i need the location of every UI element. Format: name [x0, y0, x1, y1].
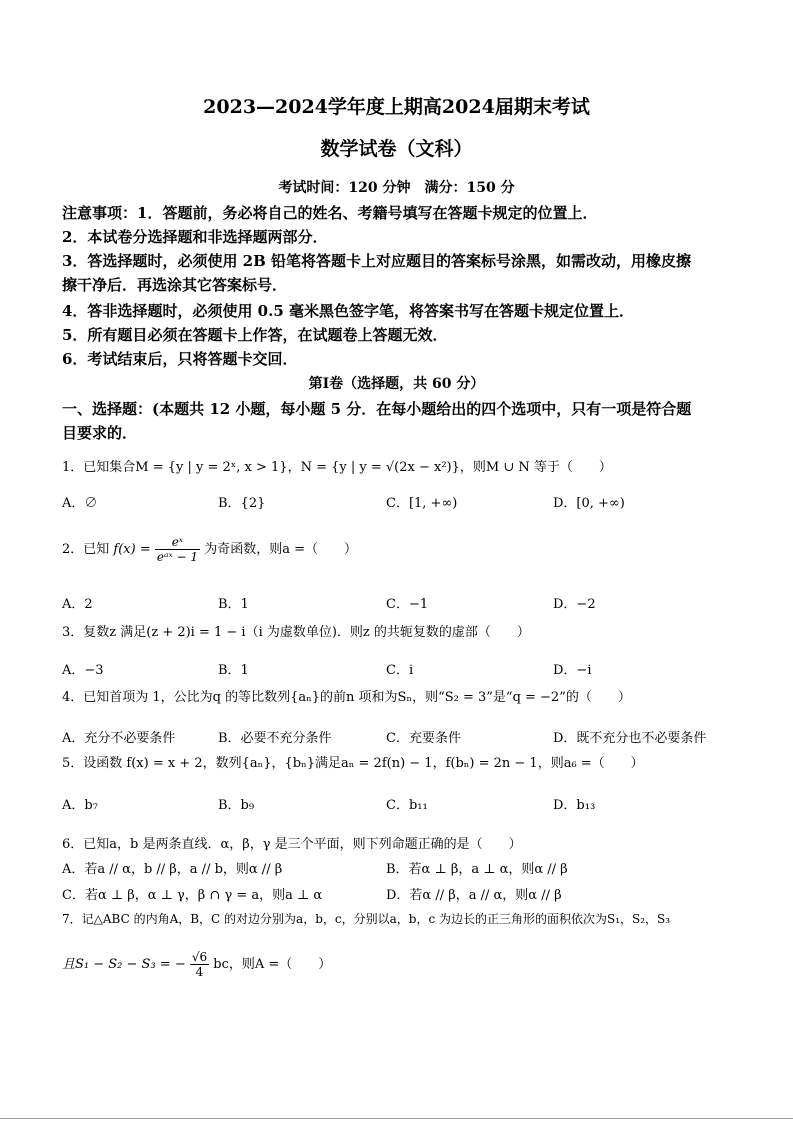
note-line: 注意事项：1．答题前，务必将自己的姓名、考籍号填写在答题卡规定的位置上． — [62, 204, 598, 222]
question-4-option-a: A．充分不必要条件 — [62, 731, 176, 746]
question-5-option-a: A．b₇ — [62, 798, 98, 813]
question-4-option-b: B．必要不充分条件 — [218, 731, 332, 746]
section-title: 第Ⅰ卷（选择题，共 60 分） — [308, 376, 485, 392]
question-5-option-c: C．b₁₁ — [386, 798, 428, 813]
section-instruction: 目要求的． — [62, 424, 138, 442]
question-3-stem: 3．复数z 满足(z + 2)i = 1 − i（i 为虚数单位)．则z 的共轭复数的虚部（ ） — [62, 625, 530, 640]
section-instruction: 一、选择题：(本题共 12 小题，每小题 5 分．在每小题给出的四个选项中，只有一项是符合题 — [62, 400, 692, 418]
note-line: 5．所有题目必须在答题卡上作答，在试题卷上答题无效． — [62, 326, 448, 344]
question-1-option-d: D．[0, +∞) — [553, 496, 625, 511]
question-7-equation: 且S₁ − S₂ − S₃ = − — [62, 957, 186, 972]
question-2-option-a: A．2 — [62, 597, 93, 612]
question-1-stem: 1．已知集合M = {y | y = 2ˣ, x > 1}，N = {y | y = √(2x − x²)}，则M ∪ N 等于（ ） — [62, 460, 612, 475]
question-5-option-b: B．b₉ — [218, 798, 255, 813]
question-7-fraction — [190, 950, 209, 979]
question-4-option-d: D．既不充分也不必要条件 — [553, 731, 707, 746]
question-2-fraction — [155, 535, 200, 564]
question-2-numerator: eˣ — [155, 535, 200, 550]
exam-info: 考试时间：120 分钟 满分：150 分 — [278, 180, 515, 196]
question-7-suffix: bc，则A =（ ） — [213, 957, 332, 972]
question-7-stem-line2 — [62, 950, 331, 979]
question-7-denominator: 4 — [195, 965, 204, 979]
note-line: 擦干净后．再选涂其它答案标号． — [62, 276, 288, 294]
exam-subtitle: 数学试卷（文科） — [320, 138, 473, 160]
question-5-option-d: D．b₁₃ — [553, 798, 596, 813]
question-2-prefix: 2．已知 — [62, 542, 110, 557]
question-6-option-a: A．若a // α，b // β，a // b，则α // β — [62, 862, 283, 877]
question-6-option-c: C．若α ⊥ β，α ⊥ γ，β ∩ γ = a，则a ⊥ α — [62, 888, 323, 903]
note-line: 3．答选择题时，必须使用 2B 铅笔将答题卡上对应题目的答案标号涂黑，如需改动，用橡皮擦 — [62, 252, 692, 270]
question-7-stem: 7．记△ABC 的内角A，B，C 的对边分别为a，b，c，分别以a，b，c 为边长的正三角形的面积依次为S₁，S₂，S₃ — [62, 912, 671, 926]
page-bottom-rule — [0, 1118, 793, 1119]
question-4-stem: 4．已知首项为 1，公比为q 的等比数列{aₙ}的前n 项和为Sₙ，则“S₂ = 3”是“q = −2”的（ ） — [62, 690, 631, 705]
question-6-option-b: B．若α ⊥ β，a ⊥ α，则α // β — [386, 862, 568, 877]
question-3-option-d: D．−i — [553, 663, 592, 678]
question-1-option-c: C．[1, +∞) — [386, 496, 458, 511]
note-line: 4．答非选择题时，必须使用 0.5 毫米黑色签字笔，将答案书写在答题卡规定位置上． — [62, 302, 634, 320]
question-2-option-d: D．−2 — [553, 597, 596, 612]
question-3-option-a: A．−3 — [62, 663, 104, 678]
question-6-option-d: D．若α // β，a // α，则α // β — [386, 888, 562, 903]
question-7-numerator: √6 — [191, 950, 208, 964]
question-2-denominator: eᵃˣ − 1 — [156, 550, 199, 564]
question-4-option-c: C．充要条件 — [386, 731, 461, 746]
exam-title: 2023—2024学年度上期高2024届期末考试 — [203, 96, 590, 118]
question-5-stem: 5．设函数 f(x) = x + 2，数列{aₙ}，{bₙ}满足aₙ = 2f(n) − 1，f(bₙ) = 2n − 1，则a₆ =（ ） — [62, 756, 644, 771]
question-2-suffix: 为奇函数，则a =（ ） — [204, 542, 357, 557]
question-2-stem — [62, 535, 357, 564]
question-2-func: f(x) = — [113, 542, 151, 557]
question-1-option-a: A．∅ — [62, 496, 98, 511]
question-1-option-b: B．{2} — [218, 496, 266, 511]
question-2-option-c: C．−1 — [386, 597, 429, 612]
question-2-option-b: B．1 — [218, 597, 249, 612]
question-3-option-c: C．i — [386, 663, 414, 678]
question-3-option-b: B．1 — [218, 663, 249, 678]
question-6-stem: 6．已知a，b 是两条直线．α，β，γ 是三个平面，则下列命题正确的是（ ） — [62, 837, 522, 852]
note-line: 6．考试结束后，只将答题卡交回． — [62, 350, 298, 368]
note-line: 2．本试卷分选择题和非选择题两部分． — [62, 228, 328, 246]
